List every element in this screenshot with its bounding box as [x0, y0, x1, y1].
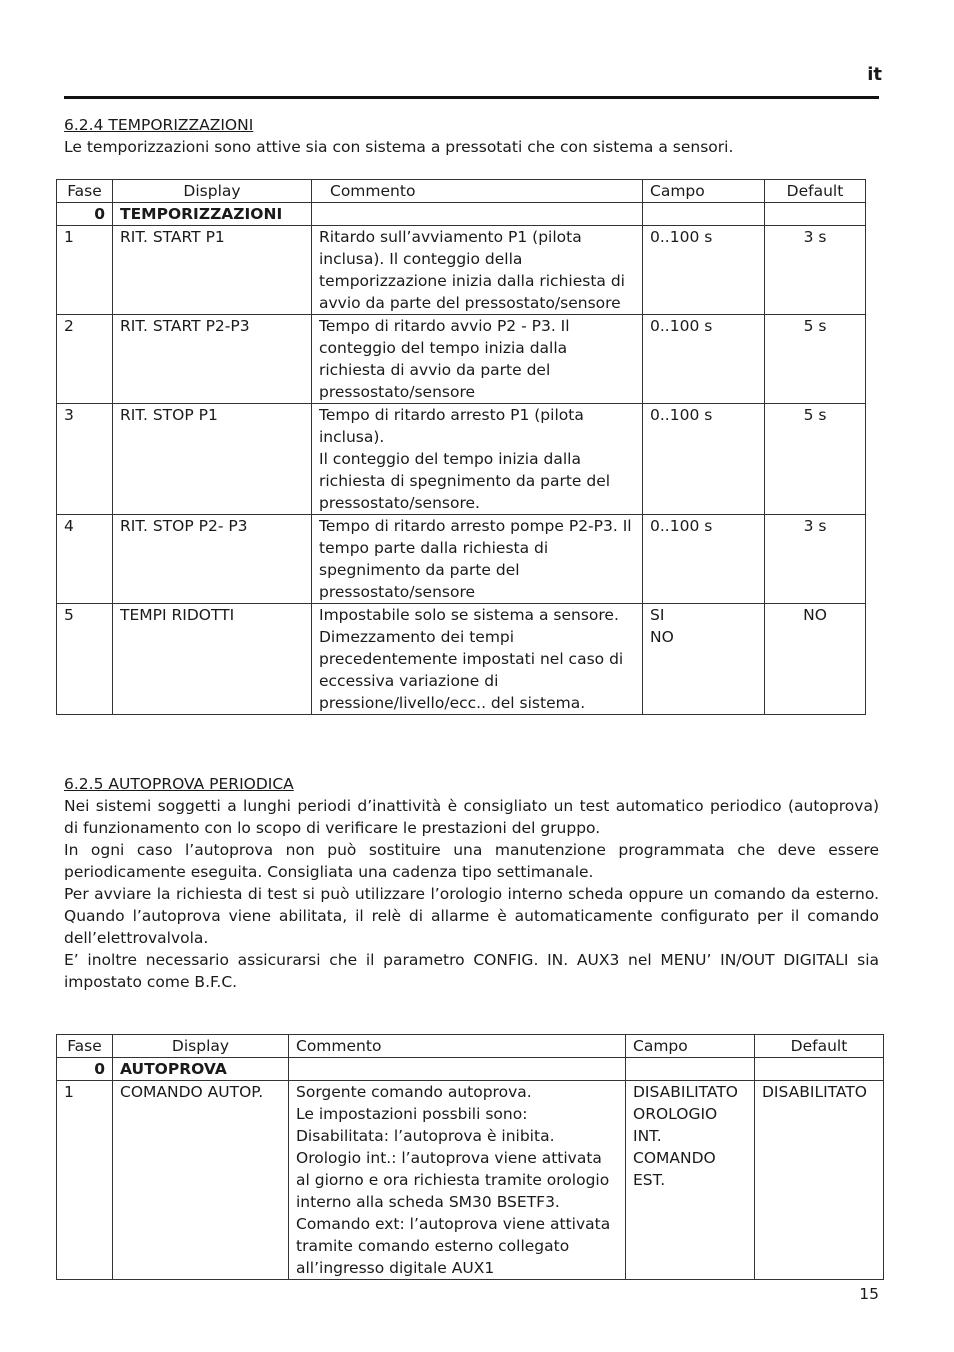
cell-campo: 0..100 s [643, 226, 765, 315]
table-row [57, 315, 866, 404]
table-row [57, 226, 866, 315]
cell-display: RIT. STOP P1 [113, 404, 312, 515]
header-default: Default [765, 180, 866, 203]
temporizzazioni-table [56, 179, 866, 715]
cell-fase: 1 [57, 1081, 113, 1280]
cell-display: COMANDO AUTOP. [113, 1081, 289, 1280]
language-tag: it [867, 64, 882, 85]
header-rule [64, 96, 879, 99]
table-group-row [57, 203, 866, 226]
cell-default: NO [765, 604, 866, 715]
group-fase: 0 [57, 1058, 113, 1081]
header-display: Display [113, 1035, 289, 1058]
table-row [57, 1081, 884, 1280]
cell-fase: 1 [57, 226, 113, 315]
cell-fase: 3 [57, 404, 113, 515]
cell-fase: 2 [57, 315, 113, 404]
cell-campo: SI NO [643, 604, 765, 715]
cell-campo: 0..100 s [643, 515, 765, 604]
cell-display: RIT. STOP P2- P3 [113, 515, 312, 604]
autoprova-table [56, 1034, 884, 1280]
cell-campo: 0..100 s [643, 404, 765, 515]
cell-default: DISABILITATO [755, 1081, 884, 1280]
header-display: Display [113, 180, 312, 203]
group-display: AUTOPROVA [113, 1058, 289, 1081]
cell-fase: 4 [57, 515, 113, 604]
page-number: 15 [859, 1285, 879, 1303]
table-group-row [57, 1058, 884, 1081]
autoprova-paragraph: Nei sistemi soggetti a lunghi periodi d’inattività è consigliato un test automatico periodico (autoprova) di funzionamento con lo scopo di verificare le prestazioni del gruppo. In ogni caso l’autoprova non può sostituire una manutenzione programmata che deve essere periodicamente eseguita. Consigliata una cadenza tipo settimanale. Per avviare la richiesta di test si può utilizzare l’orologio interno scheda oppure un comando da esterno. Quando l’autoprova viene abilitata, il relè di allarme è automaticamente configurato per il comando dell’elettrovalvola. E’ inoltre necessario assicurarsi che il parametro CONFIG. IN. AUX3 nel MENU’ IN/OUT DIGITALI sia impostato come B.F.C. [64, 797, 879, 991]
section-heading-autoprova: 6.2.5 AUTOPROVA PERIODICA [64, 775, 294, 793]
cell-display: RIT. START P2-P3 [113, 315, 312, 404]
header-campo: Campo [626, 1035, 755, 1058]
cell-campo: 0..100 s [643, 315, 765, 404]
header-commento: Commento [289, 1035, 626, 1058]
header-commento: Commento [312, 180, 643, 203]
group-fase: 0 [57, 203, 113, 226]
cell-commento: Tempo di ritardo avvio P2 - P3. Il conteggio del tempo inizia dalla richiesta di avvio da parte del pressostato/sensore [312, 315, 643, 404]
table-header-row [57, 180, 866, 203]
cell-fase: 5 [57, 604, 113, 715]
cell-commento: Tempo di ritardo arresto P1 (pilota inclusa). Il conteggio del tempo inizia dalla richiesta di spegnimento da parte del pressostato/sensore. [312, 404, 643, 515]
table-row [57, 404, 866, 515]
table-header-row [57, 1035, 884, 1058]
cell-default: 3 s [765, 226, 866, 315]
header-fase: Fase [57, 1035, 113, 1058]
cell-display: RIT. START P1 [113, 226, 312, 315]
table-row [57, 604, 866, 715]
header-campo: Campo [643, 180, 765, 203]
cell-commento: Ritardo sull’avviamento P1 (pilota inclusa). Il conteggio della temporizzazione inizia dalla richiesta di avvio da parte del pressostato/sensore [312, 226, 643, 315]
cell-commento: Sorgente comando autoprova. Le impostazioni possbili sono: Disabilitata: l’autoprova è inibita. Orologio int.: l’autoprova viene attivata al giorno e ora richiesta tramite orologio interno alla scheda SM30 BSETF3. Comando ext: l’autoprova viene attivata tramite comando esterno collegato all’ingresso digitale AUX1 [289, 1081, 626, 1280]
cell-default: 5 s [765, 404, 866, 515]
cell-commento: Tempo di ritardo arresto pompe P2-P3. Il tempo parte dalla richiesta di spegnimento da parte del pressostato/sensore [312, 515, 643, 604]
cell-campo: DISABILITATO OROLOGIO INT. COMANDO EST. [626, 1081, 755, 1280]
group-display: TEMPORIZZAZIONI [113, 203, 312, 226]
cell-default: 5 s [765, 315, 866, 404]
table-row [57, 515, 866, 604]
section-heading-temporizzazioni: 6.2.4 TEMPORIZZAZIONI [64, 116, 254, 134]
header-fase: Fase [57, 180, 113, 203]
cell-display: TEMPI RIDOTTI [113, 604, 312, 715]
cell-commento: Impostabile solo se sistema a sensore. Dimezzamento dei tempi precedentemente impostati nel caso di eccessiva variazione di pressione/livello/ecc.. del sistema. [312, 604, 643, 715]
header-default: Default [755, 1035, 884, 1058]
cell-default: 3 s [765, 515, 866, 604]
section-intro: Le temporizzazioni sono attive sia con sistema a pressotati che con sistema a sensori. [64, 138, 734, 156]
